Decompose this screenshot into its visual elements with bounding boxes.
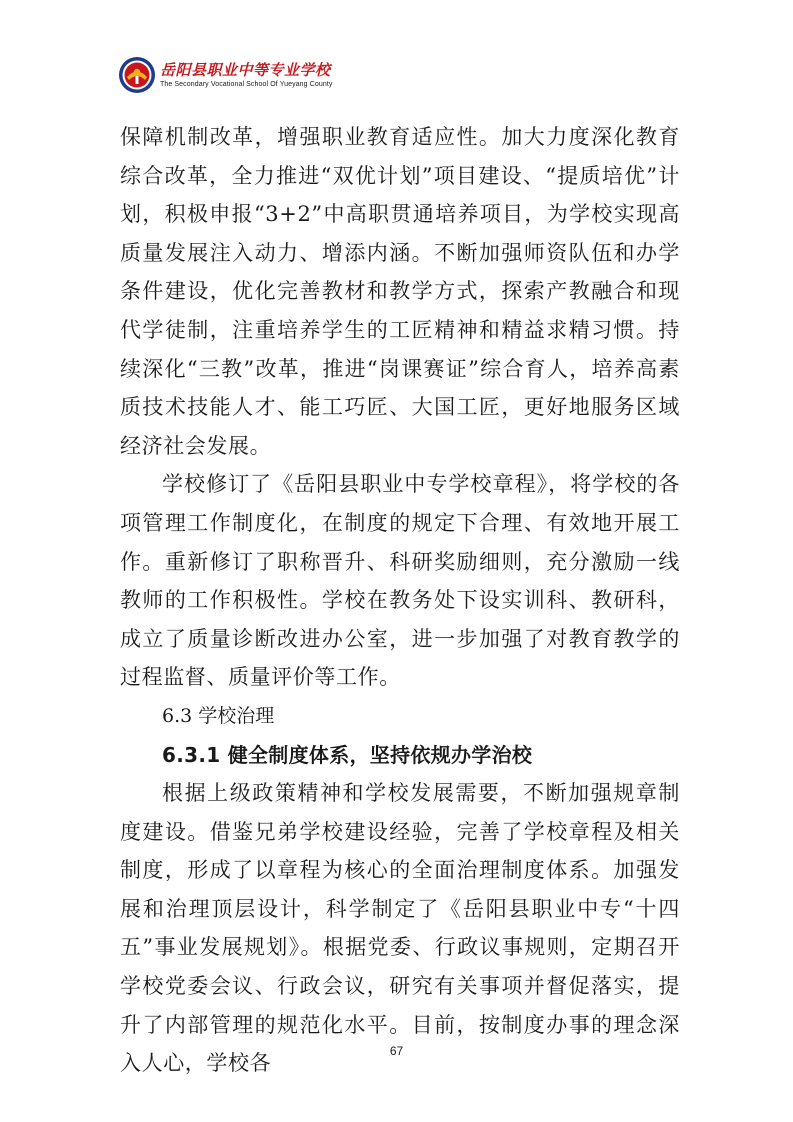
paragraph-1: 保障机制改革，增强职业教育适应性。加大力度深化教育综合改革，全力推进“双优计划”项目建设、“提质培优”计划，积极申报“3+2”中高职贯通培养项目，为学校实现高质量发展注入动力、增添内涵。不断加强师资队伍和办学条件建设，优化完善教材和教学方式，探索产教融合和现代学徒制，注重培养学生的工匠精神和精益求精习惯。持续深化“三教”改革，推进“岗课赛证”综合育人，培养高素质技术技能人才、能工巧匠、大国工匠，更好地服务区域经济社会发展。 bbox=[120, 125, 680, 458]
subsection-heading: 6.3.1 健全制度体系，坚持依规办学治校 bbox=[162, 742, 533, 767]
page-number: 67 bbox=[389, 1044, 404, 1058]
paragraph-2: 学校修订了《岳阳县职业中专学校章程》，将学校的各项管理工作制度化，在制度的规定下合理、有效地开展工作。重新修订了职称晋升、科研奖励细则，充分激励一线教师的工作积极性。学校在教务处下设实训科、教研科，成立了质量诊断改进办公室，进一步加强了对教育教学的过程监督、质量评价等工作。 bbox=[120, 472, 680, 690]
school-title bbox=[160, 60, 333, 88]
section-heading: 6.3 学校治理 bbox=[162, 704, 275, 727]
school-name-cn: 岳阳县职业中等专业学校 bbox=[160, 60, 331, 79]
page-header bbox=[118, 56, 333, 94]
school-emblem-icon bbox=[118, 56, 156, 94]
document-body bbox=[120, 118, 680, 1083]
paragraph-3: 根据上级政策精神和学校发展需要，不断加强规章制度建设。借鉴兄弟学校建设经验，完善了学校章程及相关制度，形成了以章程为核心的全面治理制度体系。加强发展和治理顶层设计，科学制定了《岳阳县职业中专“十四五”事业发展规划》。根据党委、行政议事规则，定期召开学校党委会议、行政会议，研究有关事项并督促落实，提升了内部管理的规范化水平。目前，按制度办事的理念深入人心，学校各 bbox=[120, 781, 680, 1076]
school-name-en: The Secondary Vocational School Of Yueyang County bbox=[160, 80, 333, 88]
